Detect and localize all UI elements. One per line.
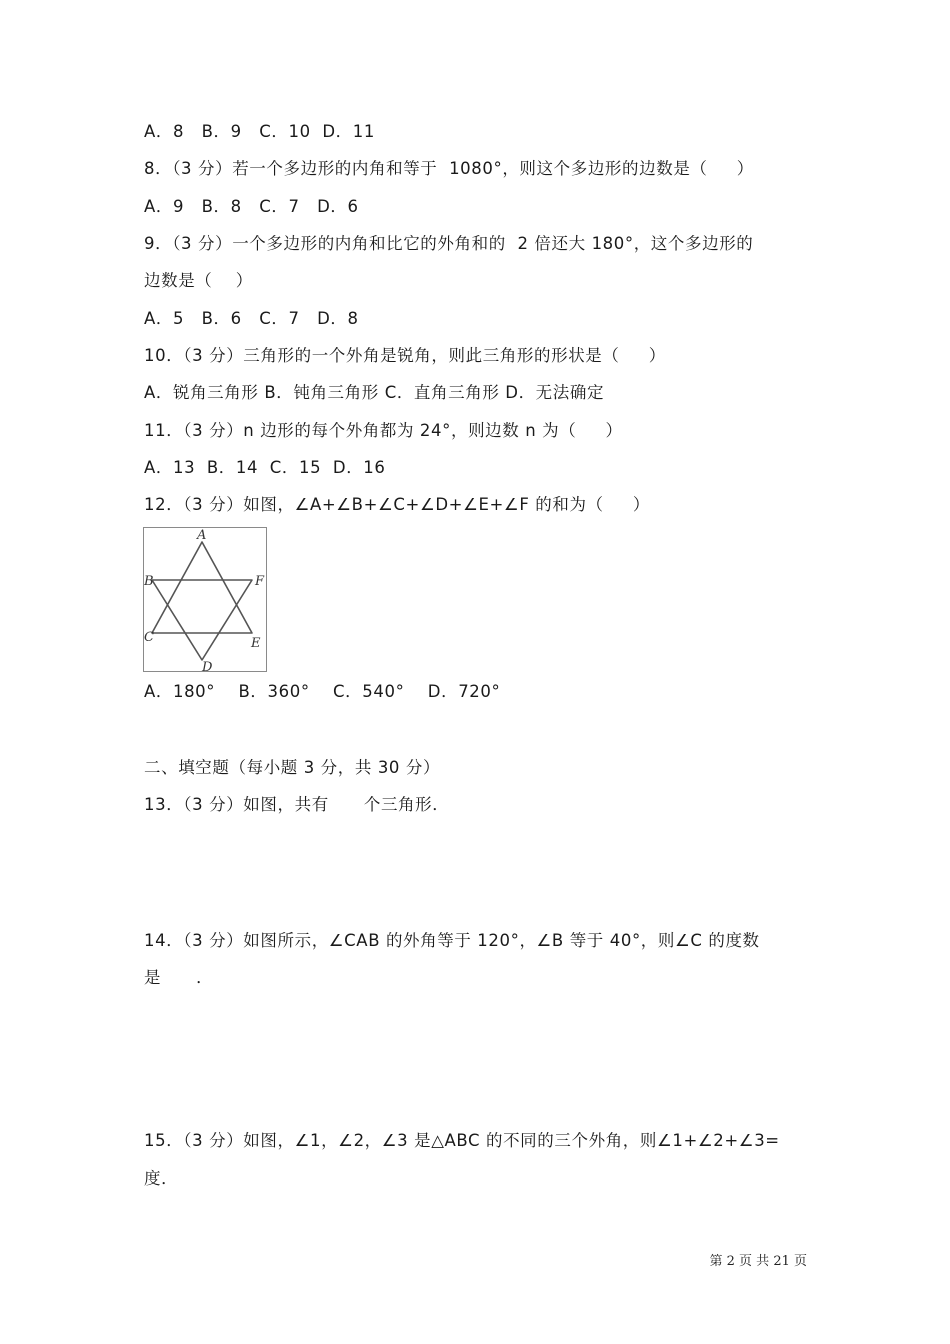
q9-stem-line2: 边数是（ ） xyxy=(144,271,253,290)
vertex-label-f: F xyxy=(255,574,265,589)
vertex-label-d: D xyxy=(202,660,213,673)
q9-stem-line1: 9．（3 分）一个多边形的内角和比它的外角和的 2 倍还大 180°，这个多边形的 xyxy=(144,234,754,253)
q15-stem-line2: 度． xyxy=(144,1169,179,1188)
q9-options: A．5 B．6 C．7 D．8 xyxy=(144,309,359,328)
star-figure-drawing xyxy=(144,528,268,673)
vertex-label-e: E xyxy=(251,636,261,651)
section-heading: 二、填空题（每小题 3 分，共 30 分） xyxy=(144,758,441,777)
page-footer: 第 2 页 共 21 页 xyxy=(709,1254,807,1269)
q13-stem: 13．（3 分）如图，共有 个三角形． xyxy=(144,795,450,814)
q12-options: A．180° B．360° C．540° D．720° xyxy=(144,682,501,701)
q14-stem-line2: 是 ． xyxy=(144,968,214,987)
q11-options: A．13 B．14 C．15 D．16 xyxy=(144,458,386,477)
triangle-ace xyxy=(152,542,252,633)
q11-stem: 11．（3 分）n 边形的每个外角都为 24°，则边数 n 为（ ） xyxy=(144,421,623,440)
q7-options: A．8 B．9 C．10 D．11 xyxy=(144,122,375,141)
q14-stem-line1: 14．（3 分）如图所示，∠CAB 的外角等于 120°，∠B 等于 40°，则∠C 的度数 xyxy=(144,931,760,950)
q8-stem: 8．（3 分）若一个多边形的内角和等于 1080°，则这个多边形的边数是（ ） xyxy=(144,159,754,178)
star-figure xyxy=(143,527,267,672)
q10-options: A．锐角三角形 B．钝角三角形 C．直角三角形 D．无法确定 xyxy=(144,383,605,402)
q8-options: A．9 B．8 C．7 D．6 xyxy=(144,197,359,216)
vertex-label-b: B xyxy=(144,574,154,589)
q15-stem-line1: 15．（3 分）如图，∠1，∠2，∠3 是△ABC 的不同的三个外角，则∠1+∠2+∠3= xyxy=(144,1131,780,1150)
q10-stem: 10．（3 分）三角形的一个外角是锐角，则此三角形的形状是（ ） xyxy=(144,346,666,365)
triangle-bdf xyxy=(152,580,252,660)
vertex-label-a: A xyxy=(197,528,207,543)
q12-stem: 12．（3 分）如图，∠A+∠B+∠C+∠D+∠E+∠F 的和为（ ） xyxy=(144,495,650,514)
vertex-label-c: C xyxy=(144,630,154,645)
